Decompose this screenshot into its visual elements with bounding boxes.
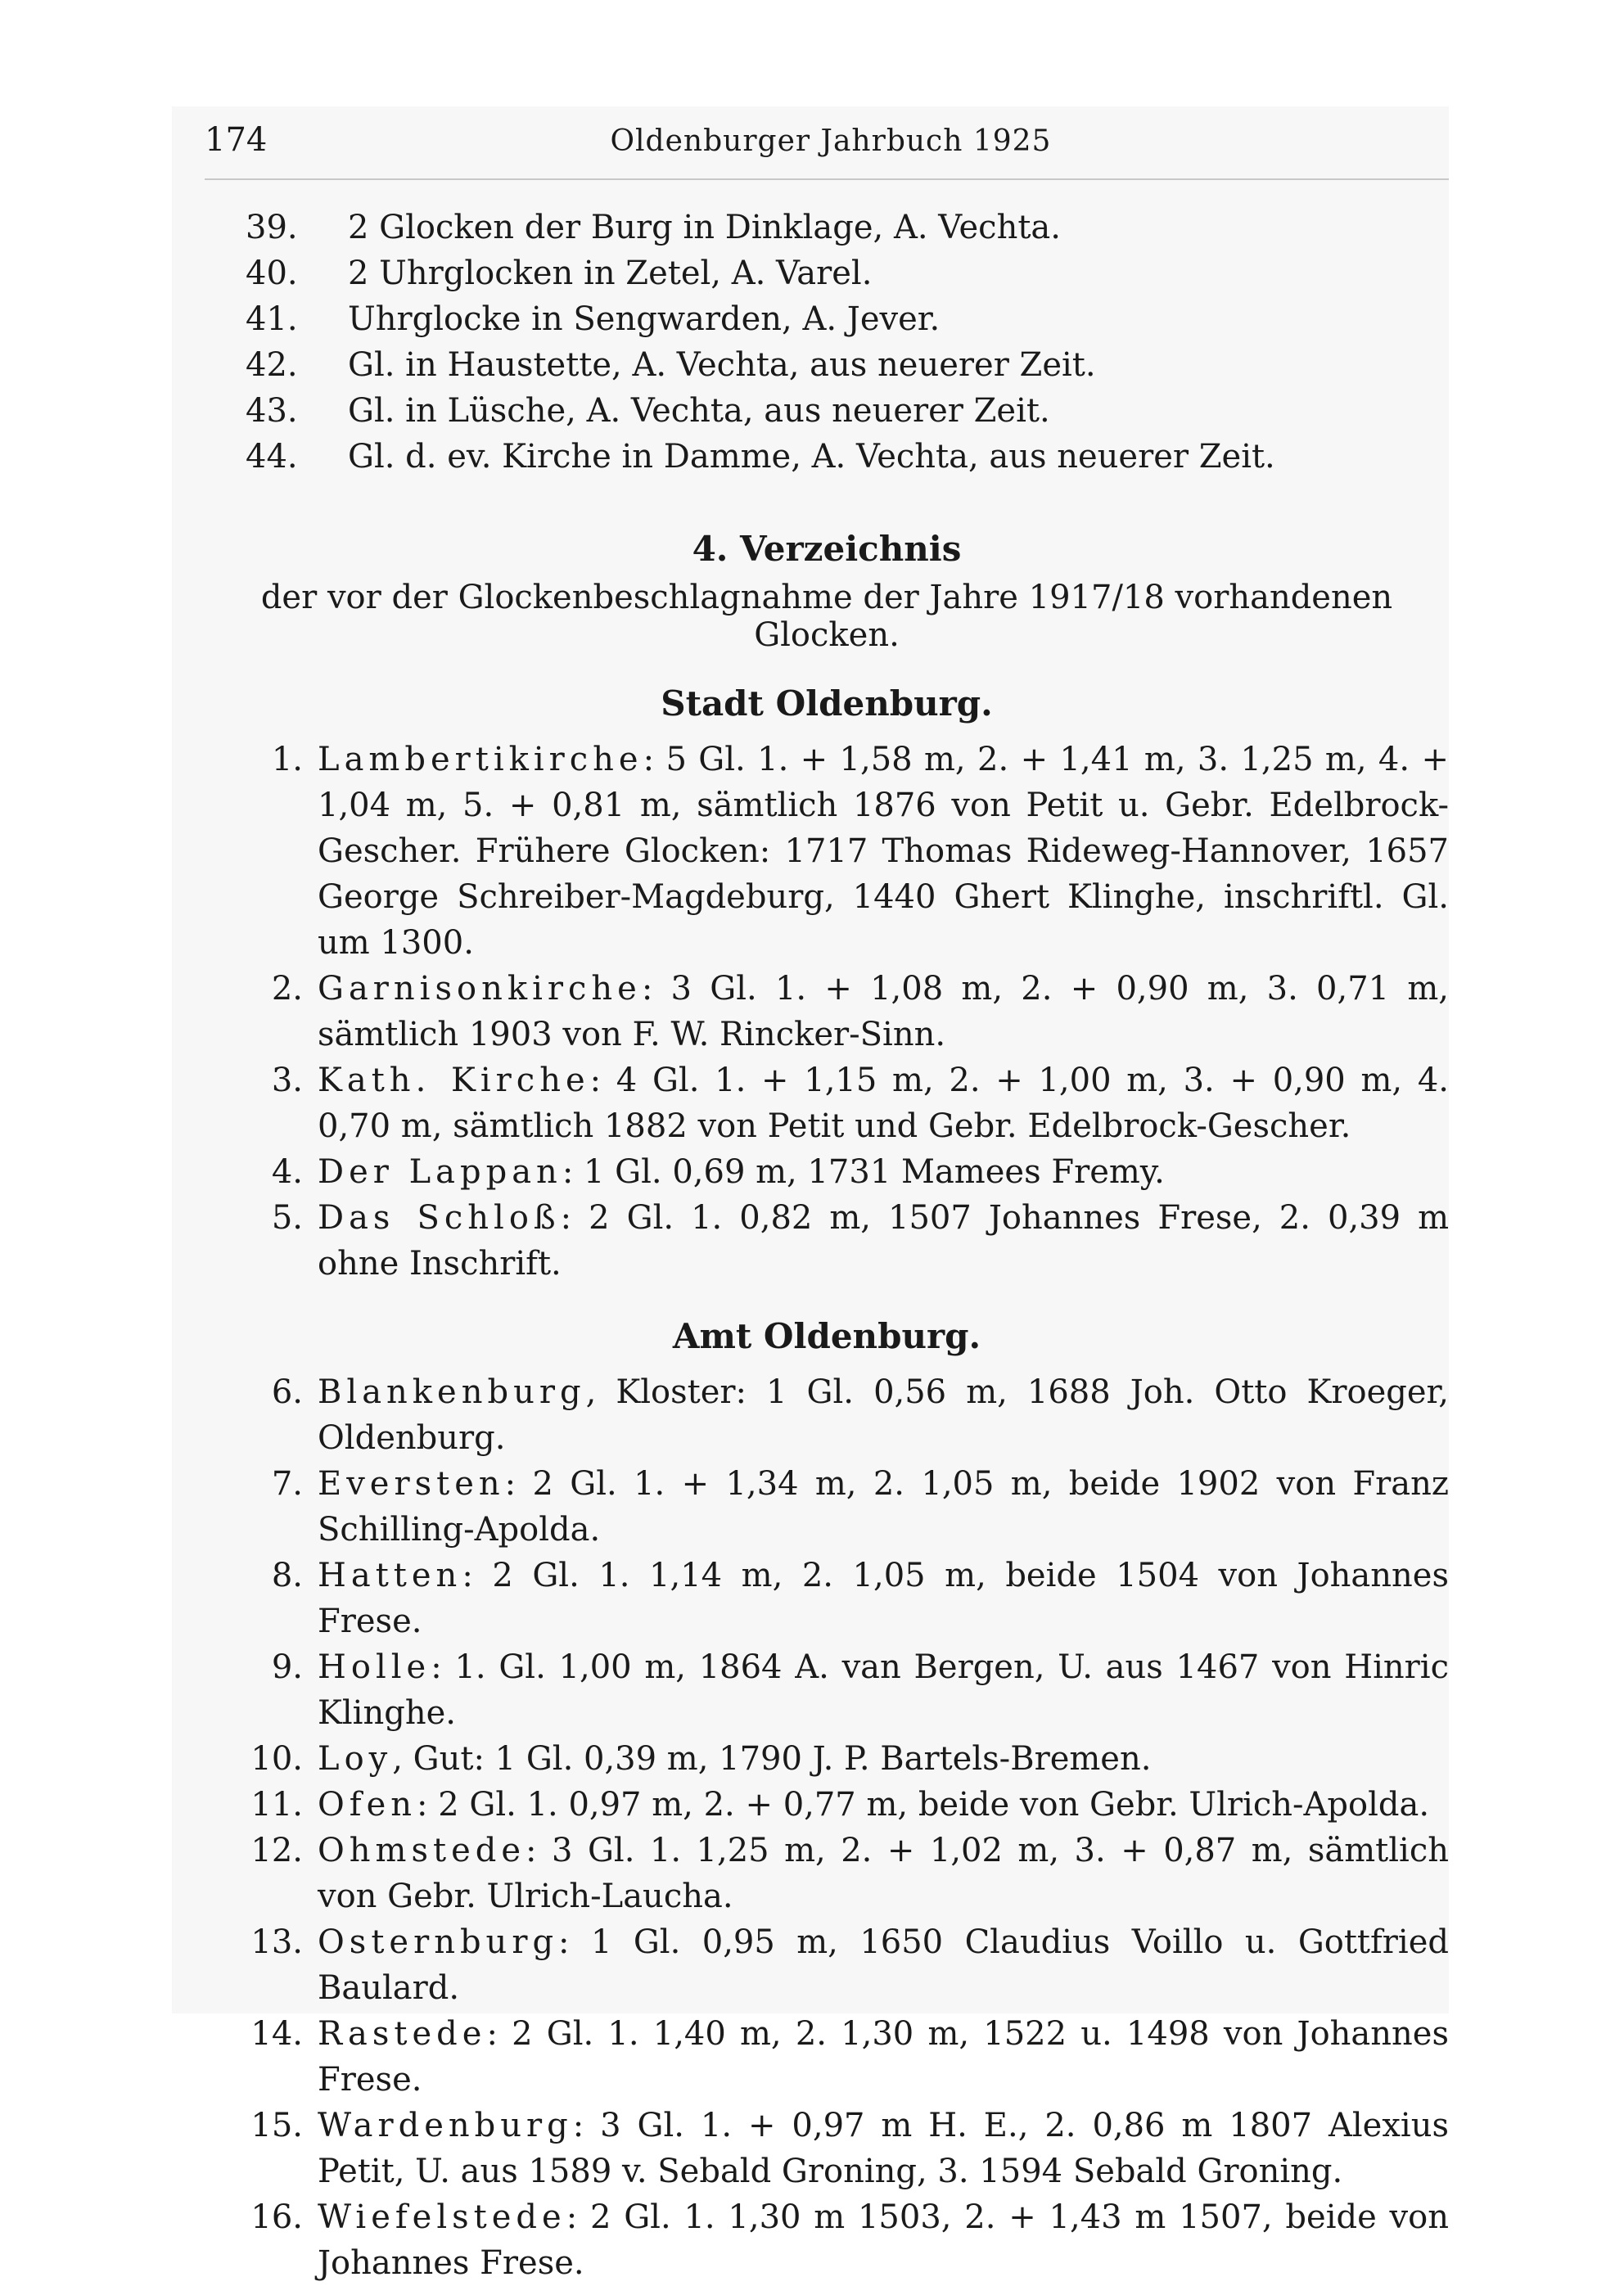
place-name: Ohmstede <box>318 1832 526 1869</box>
item-text: : 3 Gl. 1. + 0,97 m H. E., 2. 0,86 m 1807 Alexius Petit, U. aus 1589 v. Sebald Groning, 3. 1594 Sebald Groning. <box>318 2107 1449 2190</box>
list-item <box>205 250 1449 296</box>
item-text: : 5 Gl. 1. + 1,58 m, 2. + 1,41 m, 3. 1,25 m, 4. + 1,04 m, 5. + 0,81 m, sämtlich 1876 von Petit u. Gebr. Edelbrock-Gescher. Frühere Glocken: 1717 Thomas Rideweg-Hannover, 1657 George Schreiber-Magdeburg, 1440 Ghert Klinghe, inschriftl. Gl. um 1300. <box>318 741 1449 962</box>
list-item <box>205 1644 1449 1736</box>
item-text: Gl. in Lüsche, A. Vechta, aus neuerer Zeit. <box>348 392 1050 430</box>
place-name: Der Lappan <box>318 1153 562 1191</box>
item-number: 39. <box>246 209 298 246</box>
list-item <box>205 434 1449 480</box>
list-item <box>205 1461 1449 1553</box>
item-text: 2 Glocken der Burg in Dinklage, A. Vechta. <box>348 209 1061 246</box>
place-name: Ofen <box>318 1786 417 1824</box>
page-number: 174 <box>205 121 268 159</box>
item-number: 9. <box>271 1648 303 1686</box>
item-text: Gl. d. ev. Kirche in Damme, A. Vechta, aus neuerer Zeit. <box>348 438 1275 476</box>
list-item <box>205 2103 1449 2194</box>
item-text: Uhrglocke in Sengwarden, A. Jever. <box>348 300 941 338</box>
place-name: Lambertikirche <box>318 741 643 778</box>
item-text: Gl. in Haustette, A. Vechta, aus neuerer Zeit. <box>348 346 1096 384</box>
item-text: : 3 Gl. 1. 1,25 m, 2. + 1,02 m, 3. + 0,87 m, sämtlich von Gebr. Ulrich-Laucha. <box>318 1832 1449 1915</box>
place-name: Kath. Kirche <box>318 1062 590 1099</box>
item-text: : 1 Gl. 0,95 m, 1650 Claudius Voillo u. Gottfried Baulard. <box>318 1923 1449 2007</box>
list-item <box>205 1828 1449 1919</box>
item-number: 43. <box>246 392 298 430</box>
item-number: 40. <box>246 255 298 292</box>
item-text: , Gut: 1 Gl. 0,39 m, 1790 J. P. Bartels-Bremen. <box>392 1740 1152 1778</box>
list-item <box>205 2011 1449 2103</box>
running-header <box>205 121 1449 180</box>
item-text: : 2 Gl. 1. 1,30 m 1503, 2. + 1,43 m 1507, beide von Johannes Frese. <box>318 2198 1449 2282</box>
place-name: Hatten <box>318 1557 462 1594</box>
item-text: : 2 Gl. 1. 1,40 m, 2. 1,30 m, 1522 u. 1498 von Johannes Frese. <box>318 2015 1449 2099</box>
item-number: 8. <box>271 1557 303 1594</box>
place-name: Eversten <box>318 1465 505 1503</box>
item-number: 16. <box>250 2198 303 2236</box>
place-name: Wiefelstede <box>318 2198 566 2236</box>
item-text: : 1. Gl. 1,00 m, 1864 A. van Bergen, U. aus 1467 von Hinric Klinghe. <box>318 1648 1449 1732</box>
item-number: 4. <box>271 1153 303 1191</box>
item-text: , Kloster: 1 Gl. 0,56 m, 1688 Joh. Otto Kroeger, Oldenburg. <box>318 1373 1449 1457</box>
list-item <box>205 1919 1449 2011</box>
subheading-stadt: Stadt Oldenburg. <box>661 683 993 724</box>
list-item <box>205 205 1449 250</box>
list-item <box>205 737 1449 966</box>
place-name: Blankenburg <box>318 1373 586 1411</box>
list-item <box>205 1057 1449 1149</box>
section-title: 4. Verzeichnis <box>692 529 962 569</box>
list-item <box>205 1195 1449 1287</box>
place-name: Loy <box>318 1740 393 1778</box>
item-number: 5. <box>271 1199 303 1237</box>
list-item <box>205 1369 1449 1461</box>
subheading-amt: Amt Oldenburg. <box>672 1316 981 1356</box>
item-number: 1. <box>271 741 303 778</box>
item-number: 13. <box>250 1923 303 1961</box>
place-name: Osternburg <box>318 1923 559 1961</box>
item-text: : 4 Gl. 1. + 1,15 m, 2. + 1,00 m, 3. + 0,90 m, 4. 0,70 m, sämtlich 1882 von Petit und Gebr. Edelbrock-Gescher. <box>318 1062 1449 1145</box>
item-number: 12. <box>250 1832 303 1869</box>
page-content <box>205 121 1449 2286</box>
place-name: Garnisonkirche <box>318 970 642 1008</box>
section-subtitle: der vor der Glockenbeschlagnahme der Jahre 1917/18 vorhandenen Glocken. <box>260 579 1393 654</box>
list-item <box>205 342 1449 388</box>
list-item <box>205 388 1449 434</box>
item-text: : 2 Gl. 1. 0,97 m, 2. + 0,77 m, beide von Gebr. Ulrich-Apolda. <box>417 1786 1430 1824</box>
list-item <box>205 2194 1449 2286</box>
list-item <box>205 296 1449 342</box>
list-item <box>205 1553 1449 1644</box>
list-item <box>205 1149 1449 1195</box>
item-text: : 3 Gl. 1. + 1,08 m, 2. + 0,90 m, 3. 0,71 m, sämtlich 1903 von F. W. Rincker-Sinn. <box>318 970 1449 1053</box>
item-number: 6. <box>271 1373 303 1411</box>
list-item <box>205 1782 1449 1828</box>
item-number: 14. <box>250 2015 303 2053</box>
item-number: 42. <box>246 346 298 384</box>
item-number: 41. <box>246 300 298 338</box>
running-title: Oldenburger Jahrbuch 1925 <box>610 124 1052 158</box>
item-text: : 1 Gl. 0,69 m, 1731 Mamees Fremy. <box>562 1153 1165 1191</box>
place-name: Rastede <box>318 2015 487 2053</box>
list-item <box>205 1736 1449 1782</box>
item-number: 3. <box>271 1062 303 1099</box>
item-number: 2. <box>271 970 303 1008</box>
item-number: 7. <box>271 1465 303 1503</box>
item-text: : 2 Gl. 1. + 1,34 m, 2. 1,05 m, beide 1902 von Franz Schilling-Apolda. <box>318 1465 1449 1549</box>
item-text: : 2 Gl. 1. 1,14 m, 2. 1,05 m, beide 1504 von Johannes Frese. <box>318 1557 1449 1640</box>
place-name: Das Schloß <box>318 1199 561 1237</box>
item-number: 44. <box>246 438 298 476</box>
item-text: 2 Uhrglocken in Zetel, A. Varel. <box>348 255 873 292</box>
place-name: Holle <box>318 1648 431 1686</box>
continued-list <box>205 205 1449 480</box>
list-item <box>205 966 1449 1057</box>
item-number: 11. <box>250 1786 303 1824</box>
item-number: 10. <box>250 1740 303 1778</box>
item-number: 15. <box>250 2107 303 2144</box>
item-text: : 2 Gl. 1. 0,82 m, 1507 Johannes Frese, 2. 0,39 m ohne Inschrift. <box>318 1199 1450 1283</box>
place-name: Wardenburg <box>318 2107 573 2144</box>
